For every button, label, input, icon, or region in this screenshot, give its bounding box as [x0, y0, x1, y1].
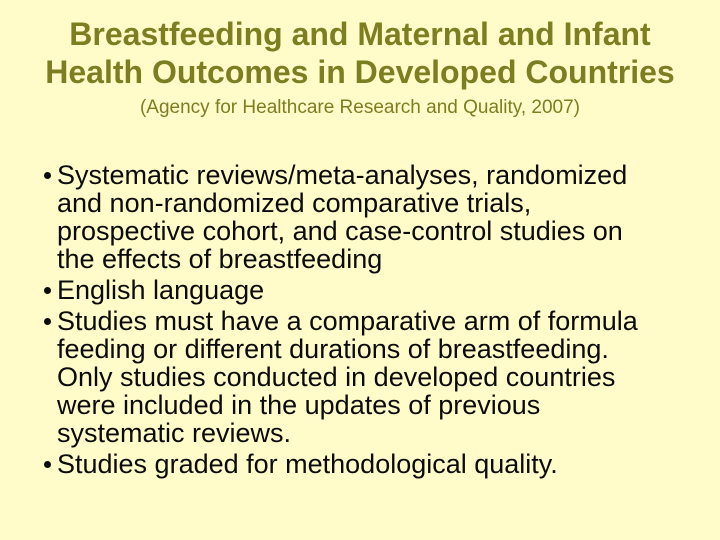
bullet-item — [0, 161, 655, 273]
slide-title: Breastfeeding and Maternal and Infant Health Outcomes in Developed Countries — [45, 16, 675, 90]
bullet-item — [0, 276, 655, 304]
bullet-text: English language — [57, 275, 265, 305]
slide-subtitle: (Agency for Healthcare Research and Quality, 2007) — [139, 97, 581, 118]
title-block — [0, 0, 720, 119]
bullet-item — [0, 450, 655, 478]
bullet-text: Systematic reviews/meta-analyses, randomized and non-randomized comparative trials, prospective cohort, and case-control studies on the effects of breastfeeding — [57, 160, 628, 274]
bullet-icon — [44, 172, 51, 179]
bullet-text: Studies graded for methodological quality. — [57, 449, 558, 479]
bullet-icon — [44, 461, 51, 468]
bullet-text: Studies must have a comparative arm of formula feeding or different durations of breastfeeding. Only studies conducted in developed countries were included in the updates of previous systematic reviews. — [57, 306, 638, 448]
bullet-icon — [44, 318, 51, 325]
bullet-item — [0, 307, 655, 447]
bullet-icon — [44, 287, 51, 294]
bullet-list — [0, 161, 655, 478]
